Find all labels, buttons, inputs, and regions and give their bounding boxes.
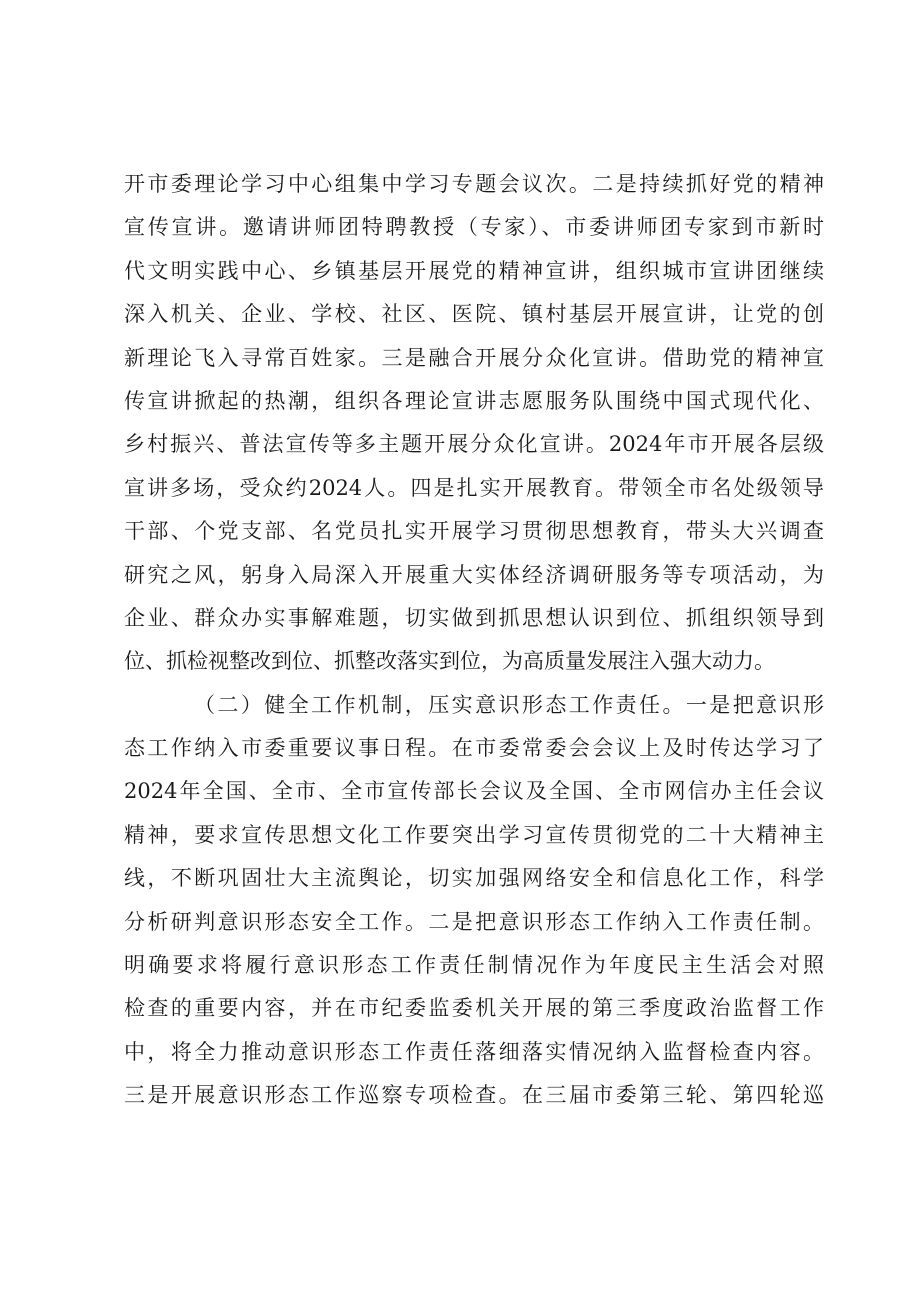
text-line: 三是开展意识形态工作巡察专项检查。在三届市委第三轮、第四轮巡 xyxy=(124,1083,824,1108)
text-line: 宣讲多场，受众约2024人。四是扎实开展教育。带领全市名处级领导 xyxy=(124,475,824,500)
text-line: 中，将全力推动意识形态工作责任落细落实情况纳入监督检查内容。 xyxy=(124,1039,824,1064)
paragraph-end-line: 位、抓检视整改到位、抓整改落实到位，为高质量发展注入强大动力。 xyxy=(124,649,775,674)
text-line: 开市委理论学习中心组集中学习专题会议次。二是持续抓好党的精神 xyxy=(124,172,824,196)
text-line: 态工作纳入市委重要议事日程。在市委常委会会议上及时传达学习了 xyxy=(124,736,824,761)
text-line: 2024年全国、全市、全市宣传部长会议及全国、全市网信办主任会议 xyxy=(124,779,824,804)
text-line: 代文明实践中心、乡镇基层开展党的精神宣讲，组织城市宣讲团继续 xyxy=(124,258,824,283)
section-heading-line: （二）健全工作机制，压实意识形态工作责任。一是把意识形 xyxy=(194,692,824,717)
text-line: 深入机关、企业、学校、社区、医院、镇村基层开展宣讲，让党的创 xyxy=(124,302,824,327)
text-line: 传宣讲掀起的热潮，组织各理论宣讲志愿服务队围绕中国式现代化、 xyxy=(124,388,824,413)
text-line: 乡村振兴、普法宣传等多主题开展分众化宣讲。2024年市开展各层级 xyxy=(124,432,824,457)
text-line: 精神，要求宣传思想文化工作要突出学习宣传贯彻党的二十大精神主 xyxy=(124,822,824,847)
text-line: 干部、个党支部、名党员扎实开展学习贯彻思想教育，带头大兴调查 xyxy=(124,519,824,544)
text-line: 研究之风，躬身入局深入开展重大实体经济调研服务等专项活动，为 xyxy=(124,562,824,587)
text-line: 新理论飞入寻常百姓家。三是融合开展分众化宣讲。借助党的精神宣 xyxy=(124,345,824,370)
text-line: 分析研判意识形态安全工作。二是把意识形态工作纳入工作责任制。 xyxy=(124,909,824,934)
document-body xyxy=(124,163,824,1118)
text-line: 线，不断巩固壮大主流舆论，切实加强网络安全和信息化工作，科学 xyxy=(124,866,824,891)
text-line: 宣传宣讲。邀请讲师团特聘教授（专家）、市委讲师团专家到市新时 xyxy=(124,215,824,240)
text-line: 检查的重要内容，并在市纪委监委机关开展的第三季度政治监督工作 xyxy=(124,996,824,1021)
text-line: 企业、群众办实事解难题，切实做到抓思想认识到位、抓组织领导到 xyxy=(124,605,824,630)
text-line: 明确要求将履行意识形态工作责任制情况作为年度民主生活会对照 xyxy=(124,953,824,978)
